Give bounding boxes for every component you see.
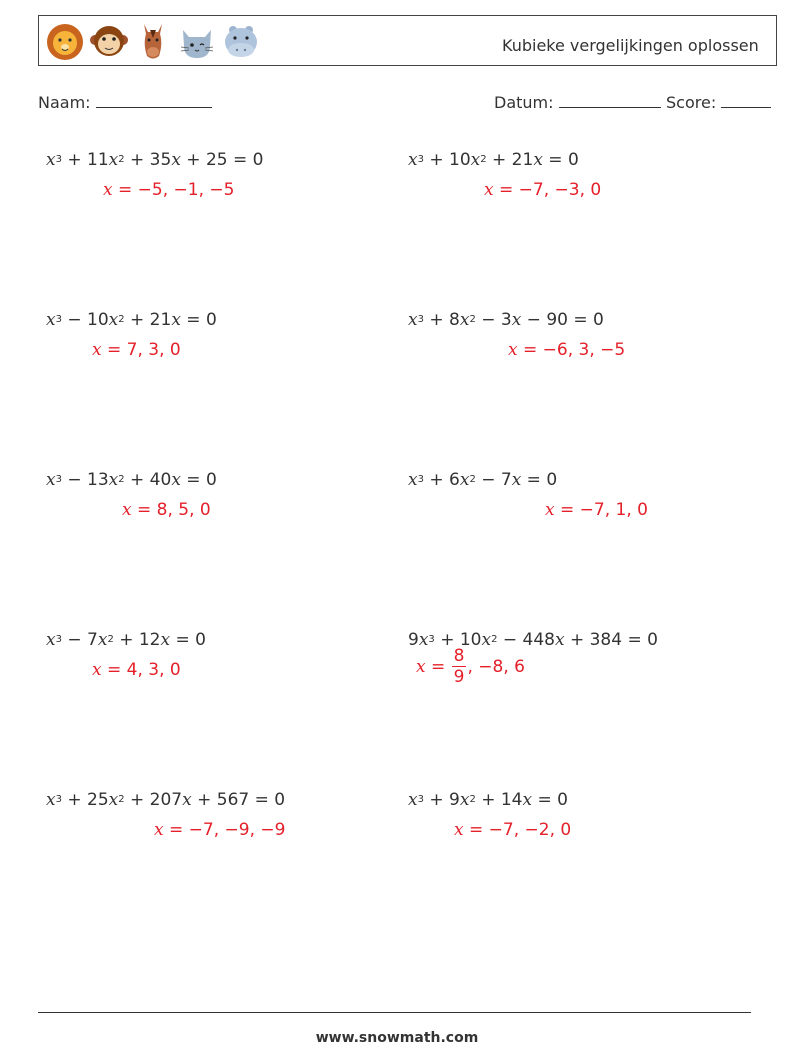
exponent: 2 [480, 154, 487, 165]
answer-values: −7, 1, 0 [579, 500, 648, 520]
name-line[interactable] [96, 93, 212, 108]
equation-part: x [459, 310, 470, 330]
equation-part: + 207 [124, 790, 183, 810]
equation-part: + 10 [434, 630, 482, 650]
answer-equals: = [101, 660, 127, 680]
equation-part: x [470, 150, 481, 170]
equation-part: + 25 [61, 790, 109, 810]
equation-part: − 7 [475, 470, 512, 490]
equation-part: − 7 [61, 630, 98, 650]
equation-part: = 0 [542, 150, 579, 170]
equation [408, 630, 658, 650]
answer-equals: = [101, 340, 127, 360]
answer-fraction [452, 648, 467, 686]
equation-part: + 384 = 0 [564, 630, 658, 650]
equation-part: + 10 [423, 150, 471, 170]
answer-variable: x [122, 500, 132, 520]
equation-part: x [481, 630, 492, 650]
fraction-numerator: 8 [453, 646, 465, 666]
equation-part: x [408, 150, 418, 170]
exponent: 3 [417, 314, 424, 325]
equation-part: + 8 [423, 310, 460, 330]
equation [408, 470, 557, 490]
horse-icon [133, 20, 173, 62]
lion-icon [45, 20, 85, 62]
exponent: 2 [469, 794, 476, 805]
equation-part: x [408, 470, 418, 490]
equation-part: = 0 [170, 630, 206, 650]
answer-values: , −8, 6 [467, 657, 525, 677]
name-field[interactable] [38, 93, 212, 112]
score-field[interactable] [666, 93, 771, 112]
answer [508, 340, 625, 360]
exponent: 2 [469, 474, 476, 485]
answer-equals: = [163, 820, 189, 840]
equation [46, 470, 217, 490]
cat-icon [177, 20, 217, 62]
answer [545, 500, 648, 520]
equation-part: x [408, 310, 418, 330]
equation-part: + 21 [486, 150, 534, 170]
equation [46, 310, 217, 330]
equation-part: + 25 = 0 [180, 150, 264, 170]
equation-part: 9 [408, 630, 419, 650]
equation-part: = 0 [180, 310, 217, 330]
answer-equals: = [554, 500, 580, 520]
fraction-denominator: 9 [453, 667, 465, 687]
exponent: 2 [118, 794, 125, 805]
answer-equals: = [463, 820, 489, 840]
footer-divider [38, 1012, 751, 1013]
score-label: Score: [666, 93, 717, 112]
answer-variable: x [154, 820, 164, 840]
equation [46, 150, 263, 170]
equation-part: x [160, 630, 171, 650]
answer-equals: = [112, 180, 138, 200]
equation [46, 630, 206, 650]
equation [408, 150, 579, 170]
equation-part: x [554, 630, 565, 650]
equation-part: x [108, 470, 119, 490]
equation-part: + 12 [113, 630, 161, 650]
header-box [38, 15, 777, 66]
equation [408, 310, 604, 330]
answer [92, 340, 181, 360]
exponent: 3 [417, 474, 424, 485]
answer-variable: x [484, 180, 494, 200]
equation-part: x [418, 630, 429, 650]
hippo-icon [221, 20, 261, 62]
equation-part: x [46, 470, 56, 490]
exponent: 3 [55, 794, 62, 805]
equation-part: x [459, 470, 470, 490]
exponent: 3 [55, 474, 62, 485]
equation-part: x [522, 790, 533, 810]
answer-values: 8, 5, 0 [156, 500, 211, 520]
equation-part: x [46, 790, 56, 810]
answer-variable: x [103, 180, 113, 200]
answer-equals: = [517, 340, 543, 360]
answer-variable: x [454, 820, 464, 840]
answer-variable: x [508, 340, 518, 360]
equation-part: x [459, 790, 470, 810]
answer [122, 500, 211, 520]
equation-part: x [511, 310, 522, 330]
answer-values: −7, −9, −9 [188, 820, 286, 840]
equation-part: x [46, 310, 56, 330]
date-line[interactable] [559, 93, 661, 108]
equation-part: − 90 = 0 [521, 310, 604, 330]
name-label: Naam: [38, 93, 91, 112]
answer-variable: x [92, 660, 102, 680]
score-line[interactable] [721, 93, 771, 108]
answer-values: −5, −1, −5 [137, 180, 235, 200]
worksheet-title: Kubieke vergelijkingen oplossen [502, 36, 759, 55]
equation-part: + 11 [61, 150, 109, 170]
equation [408, 790, 568, 810]
answer [92, 660, 181, 680]
exponent: 2 [491, 634, 498, 645]
equation-part: x [97, 630, 108, 650]
exponent: 3 [417, 794, 424, 805]
equation-part: + 6 [423, 470, 460, 490]
equation [46, 790, 285, 810]
equation-part: x [182, 790, 192, 810]
answer-values: 4, 3, 0 [126, 660, 181, 680]
answer [103, 180, 234, 200]
answer [416, 648, 525, 686]
exponent: 2 [118, 474, 125, 485]
equation-part: + 21 [124, 310, 172, 330]
equation-part: − 448 [497, 630, 555, 650]
equation-part: x [46, 150, 56, 170]
exponent: 2 [118, 314, 125, 325]
exponent: 3 [428, 634, 435, 645]
equation-part: = 0 [521, 470, 558, 490]
answer [154, 820, 285, 840]
exponent: 3 [55, 154, 62, 165]
answer [454, 820, 571, 840]
exponent: 2 [107, 634, 114, 645]
equation-part: x [171, 470, 181, 490]
footer-url: www.snowmath.com [315, 1030, 479, 1046]
equation-part: − 3 [475, 310, 512, 330]
equation-part: + 14 [475, 790, 523, 810]
equation-part: = 0 [180, 470, 217, 490]
answer-variable: x [416, 657, 426, 677]
equation-part: x [108, 790, 119, 810]
equation-part: x [171, 310, 181, 330]
equation-part: − 13 [61, 470, 109, 490]
exponent: 3 [55, 314, 62, 325]
answer-equals: = [493, 180, 519, 200]
exponent: 2 [118, 154, 125, 165]
answer [484, 180, 601, 200]
answer-equals: = [425, 657, 451, 677]
monkey-icon [89, 20, 129, 62]
equation-part: = 0 [532, 790, 568, 810]
equation-part: x [533, 150, 543, 170]
equation-part: + 35 [124, 150, 172, 170]
answer-values: −7, −2, 0 [488, 820, 572, 840]
equation-part: x [408, 790, 418, 810]
equation-part: x [46, 630, 56, 650]
date-field[interactable] [494, 93, 661, 112]
date-label: Datum: [494, 93, 554, 112]
exponent: 2 [469, 314, 476, 325]
equation-part: + 40 [124, 470, 172, 490]
answer-variable: x [545, 500, 555, 520]
animal-icons [45, 20, 261, 62]
equation-part: x [171, 150, 181, 170]
equation-part: + 567 = 0 [191, 790, 286, 810]
equation-part: x [108, 150, 119, 170]
exponent: 3 [417, 154, 424, 165]
answer-values: 7, 3, 0 [126, 340, 181, 360]
answer-variable: x [92, 340, 102, 360]
equation-part: x [108, 310, 119, 330]
equation-part: − 10 [61, 310, 109, 330]
answer-values: −6, 3, −5 [542, 340, 626, 360]
equation-part: + 9 [423, 790, 460, 810]
answer-values: −7, −3, 0 [518, 180, 602, 200]
exponent: 3 [55, 634, 62, 645]
answer-equals: = [131, 500, 157, 520]
equation-part: x [511, 470, 522, 490]
